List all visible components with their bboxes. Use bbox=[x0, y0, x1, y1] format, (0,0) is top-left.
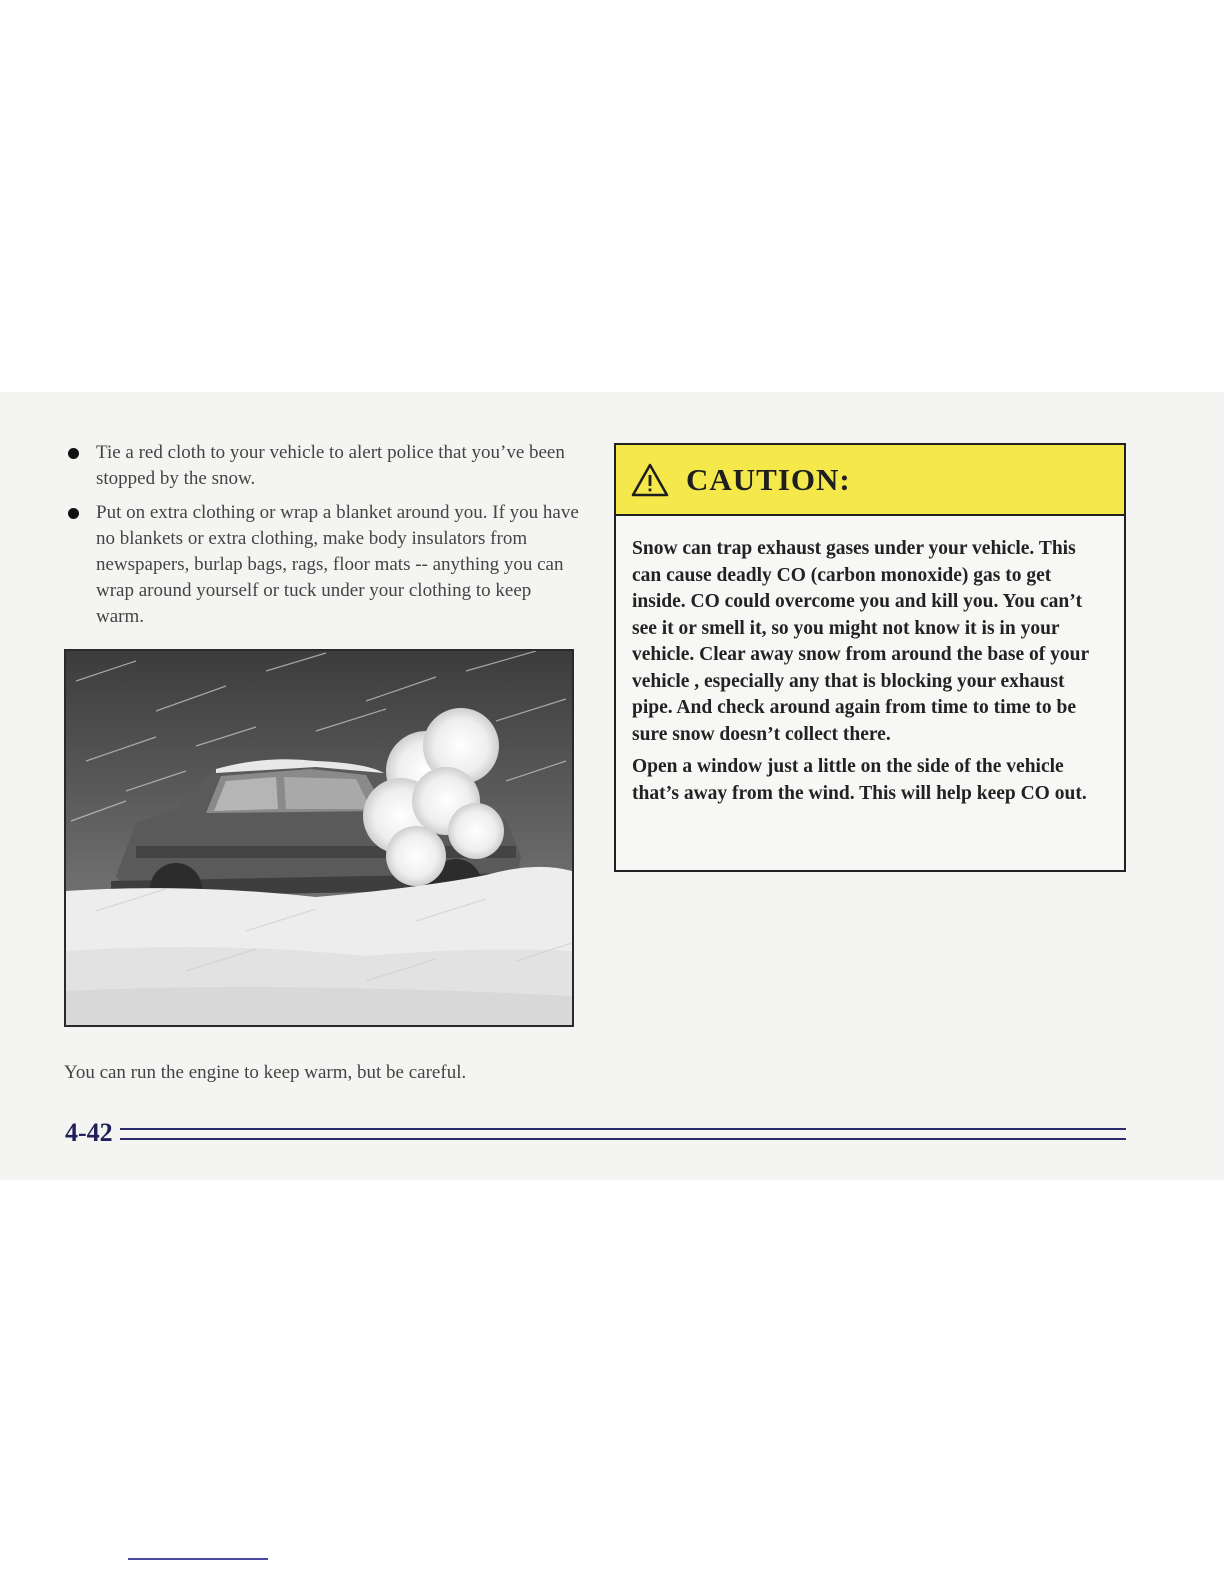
list-item-text: Put on extra clothing or wrap a blanket around you. If you have no blankets or extra clothing, make body insulators from newspapers, burlap bags, rags, floor mats -- anything you can wrap around yourself or tuck under your clothing to keep warm. bbox=[96, 502, 579, 627]
caution-header bbox=[616, 445, 1124, 516]
caution-paragraph: Snow can trap exhaust gases under your vehicle. This can cause deadly CO (carbon monoxide) gas to get inside. CO could overcome you and kill you. You can’t see it or smell it, so you might not know it is in your vehicle. Clear away snow from around the base of your vehicle , especially any that is blocking your exhaust pipe. And check around again from time to time to be sure snow doesn’t collect there. bbox=[632, 538, 1089, 745]
caution-title: CAUTION: bbox=[686, 461, 851, 497]
list-item-text: Tie a red cloth to your vehicle to alert police that you’ve been stopped by the snow. bbox=[96, 442, 565, 489]
tips-list bbox=[62, 440, 582, 638]
caption-text: You can run the engine to keep warm, but be careful. bbox=[64, 1062, 467, 1083]
car-in-snowstorm-illustration bbox=[64, 649, 574, 1027]
bottom-rule bbox=[128, 1558, 268, 1560]
bullet-icon bbox=[68, 508, 79, 519]
page-number: 4-42 bbox=[65, 1118, 113, 1147]
list-item bbox=[62, 440, 582, 492]
caution-paragraph: Open a window just a little on the side of the vehicle that’s away from the wind. This will help keep CO out. bbox=[632, 756, 1087, 804]
bullet-icon bbox=[68, 448, 79, 459]
caution-box bbox=[614, 443, 1126, 872]
caution-body bbox=[616, 516, 1124, 807]
footer-rule bbox=[120, 1128, 1126, 1140]
list-item bbox=[62, 500, 582, 630]
warning-triangle-icon bbox=[630, 462, 670, 498]
